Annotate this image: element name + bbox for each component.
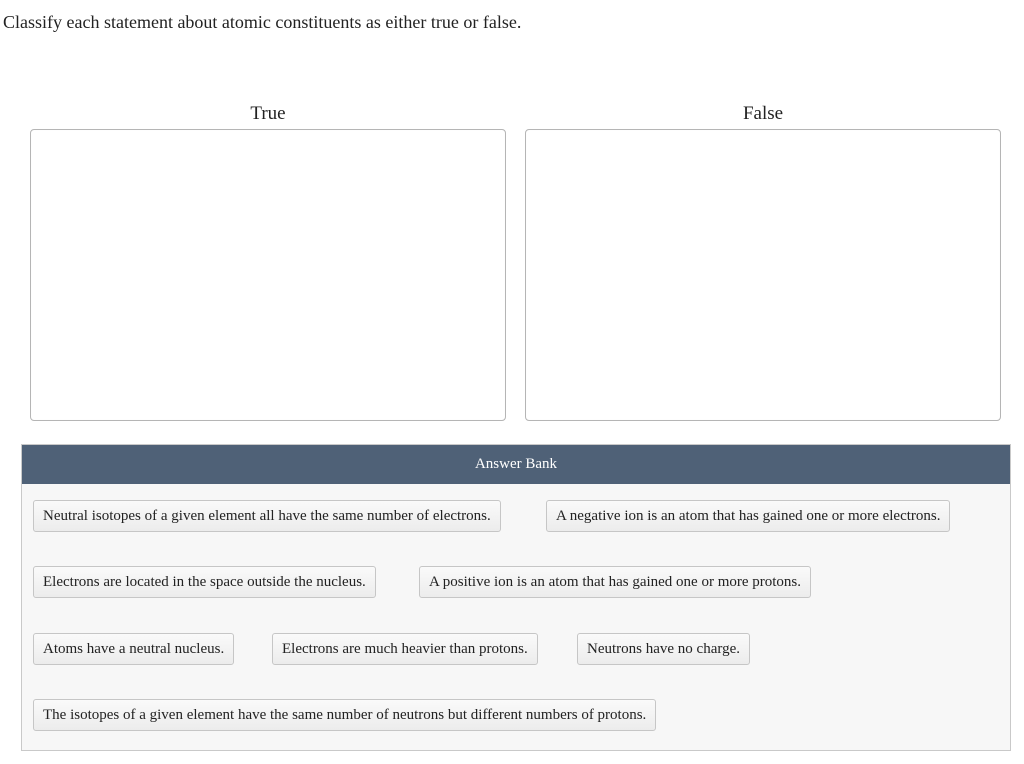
true-bin-title: True — [250, 103, 286, 124]
false-bin-title: False — [742, 103, 784, 124]
answer-bank — [21, 444, 1011, 751]
answer-chip[interactable]: Neutral isotopes of a given element all have the same number of electrons. — [33, 500, 501, 532]
true-drop-zone[interactable] — [30, 129, 506, 421]
answer-chip[interactable]: Neutrons have no charge. — [577, 633, 750, 665]
answer-chip[interactable]: A negative ion is an atom that has gained one or more electrons. — [546, 500, 950, 532]
answer-chip[interactable]: Electrons are much heavier than protons. — [272, 633, 538, 665]
answer-chip[interactable]: The isotopes of a given element have the same number of neutrons but different numbers of protons. — [33, 699, 656, 731]
false-drop-zone[interactable] — [525, 129, 1001, 421]
answer-chip[interactable]: Atoms have a neutral nucleus. — [33, 633, 234, 665]
question-prompt: Classify each statement about atomic constituents as either true or false. — [3, 12, 522, 32]
answer-bank-header: Answer Bank — [22, 445, 1010, 484]
answer-chip[interactable]: Electrons are located in the space outside the nucleus. — [33, 566, 376, 598]
answer-chip[interactable]: A positive ion is an atom that has gained one or more protons. — [419, 566, 811, 598]
